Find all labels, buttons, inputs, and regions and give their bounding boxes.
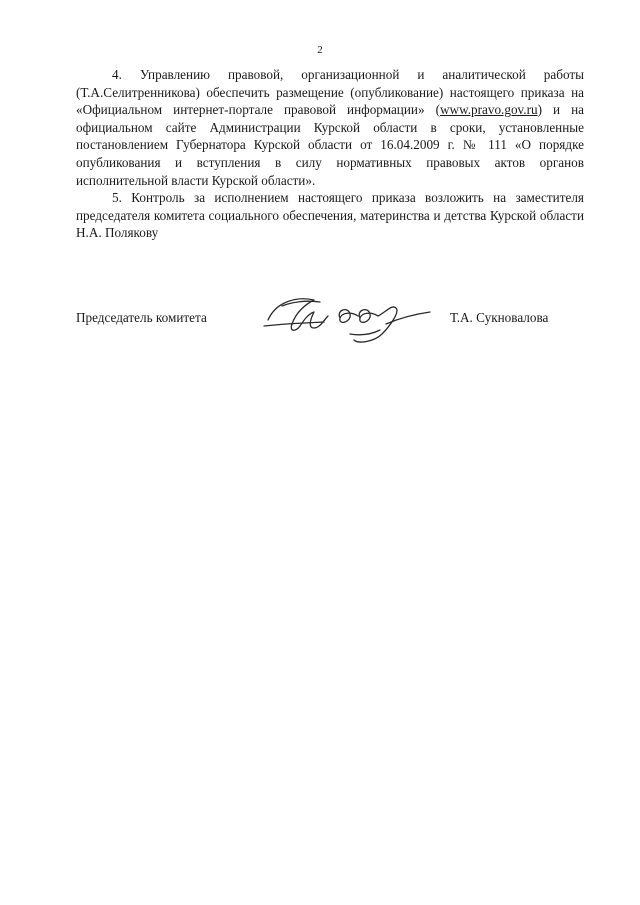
- paragraph-5: 5. Контроль за исполнением настоящего приказа возложить на заместителя председателя комитета социального обеспечения, материнства и детства Курской области Н.А. Полякову: [76, 190, 584, 241]
- signatory-role: Председатель комитета: [76, 310, 207, 325]
- document-body: [76, 66, 584, 242]
- signature-block: [76, 290, 584, 350]
- paragraph-4-text-end: ) и на официальном сайте Администрации Курской области в сроки, установленные постановлением Губернатора Курской области от 16.04.2009 г. № 111 «О порядке опубликования и вступления в силу нормативных правовых актов органов исполнительной власти Курской области».: [76, 102, 584, 188]
- pravo-portal-link[interactable]: www.pravo.gov.ru: [440, 102, 538, 118]
- paragraph-4: [76, 66, 584, 189]
- handwritten-signature: [262, 290, 434, 348]
- paragraph-4-text-start: 4. Управлению правовой, организационной и аналитической работы (Т.А.Селитренникова) обеспечить размещение (опубликование) настоящего приказа на «Официальном интернет-портале правовой информации» (: [76, 67, 584, 118]
- signatory-name: Т.А. Сукновалова: [450, 310, 549, 325]
- page-number: 2: [317, 44, 323, 56]
